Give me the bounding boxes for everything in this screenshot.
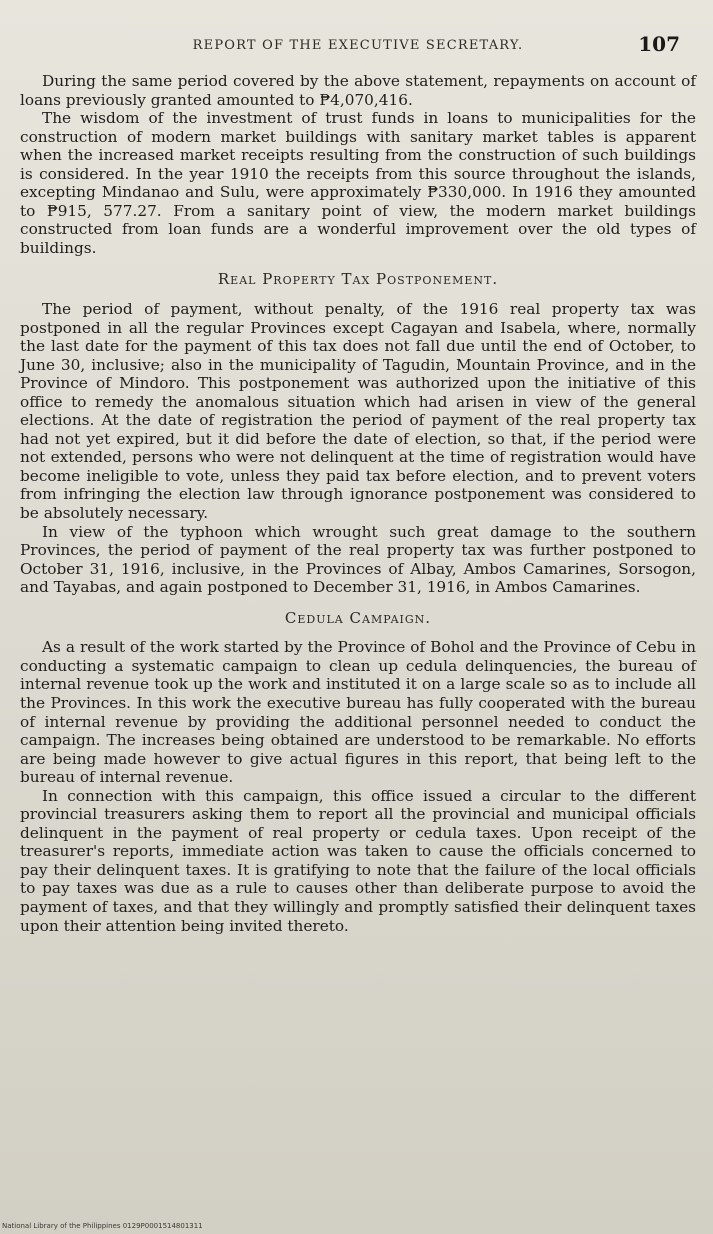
- page-number: 107: [638, 32, 680, 56]
- running-title: REPORT OF THE EXECUTIVE SECRETARY.: [192, 38, 524, 53]
- page-body: [20, 72, 696, 935]
- section-heading-real-property-tax: Real Property Tax Postponement.: [217, 270, 499, 289]
- paragraph-typhoon-postponement: In view of the typhoon which wrought such great damage to the southern Provinces, the period of payment of the real property tax was further postponed to October 31, 1916, inclusive, in the Provinces of Albay, Ambos Camarines, Sorsogon, and Tayabas, and again postponed to December 31, 1916, in Ambos Camarines.: [20, 522, 696, 597]
- paragraph-market-loans: The wisdom of the investment of trust funds in loans to municipalities for the construction of modern market buildings with sanitary market tables is apparent when the increased market receipts resulting from the construction of such buildings is considered. In the year 1910 the receipts from this source throughout the islands, excepting Mindanao and Sulu, were approximately ₱330,000. In 1916 they amounted to ₱915, 577.27. From a sanitary point of view, the modern market buildings constructed from loan funds are a wonderful improvement over the old types of buildings.: [20, 109, 696, 257]
- paragraph-cedula-campaign: As a result of the work started by the Province of Bohol and the Province of Cebu in conducting a systematic campaign to clean up cedula delinquencies, the bureau of internal revenue took up the work and instituted it on a large scale so as to include all the Provinces. In this work the executive bureau has fully cooperated with the bureau of internal revenue by providing the additional personnel needed to conduct the campaign. The increases being obtained are understood to be remarkable. No efforts are being made however to give actual figures in this report, that being left to the bureau of internal revenue.: [20, 638, 696, 787]
- paragraph-repayments: During the same period covered by the above statement, repayments on account of loans previously granted amounted to ₱4,070,416.: [20, 72, 696, 109]
- scan-source-note: National Library of the Philippines 0129P0001514801311: [2, 1222, 203, 1230]
- section-heading-cedula-campaign: Cedula Campaign.: [284, 608, 432, 627]
- paragraph-tax-postponement: The period of payment, without penalty, of the 1916 real property tax was postponed in all the regular Provinces except Cagayan and Isabela, where, normally the last date for the payment of this tax does not fall due until the end of October, to June 30, inclusive; also in the municipality of Tagudin, Mountain Province, and in the Province of Mindoro. This postponement was authorized upon the initiative of this office to remedy the anomalous situation which had arisen in view of the general elections. At the date of registration the period of payment of the real property tax had not yet expired, but it did before the date of election, so that, if the period were not extended, persons who were not delinquent at the time of registration would have become ineligible to vote, unless they paid tax before election, and to prevent voters from infringing the election law through ignorance postponement was considered to be absolutely necessary.: [20, 300, 696, 523]
- page-header: [28, 34, 688, 60]
- paragraph-circular: In connection with this campaign, this office issued a circular to the different provincial treasurers asking them to report all the provincial and municipal officials delinquent in the payment of real property or cedula taxes. Upon receipt of the treasurer's reports, immediate action was taken to cause the officials concerned to pay their delinquent taxes. It is gratifying to note that the failure of the local officials to pay taxes was due as a rule to causes other than deliberate purpose to avoid the payment of taxes, and that they willingly and promptly satisfied their delinquent taxes upon their attention being invited thereto.: [20, 786, 696, 935]
